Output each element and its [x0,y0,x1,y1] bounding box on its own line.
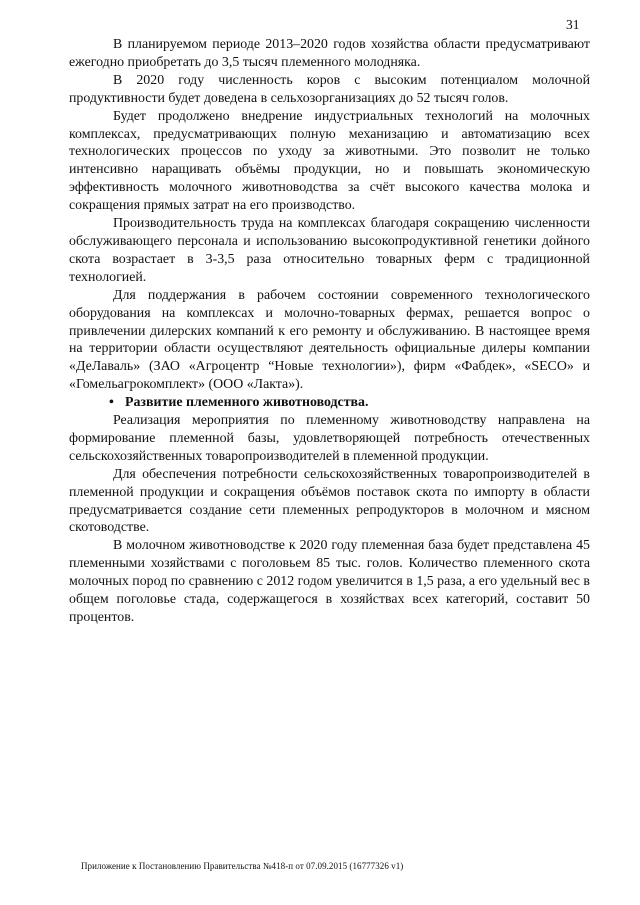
section-heading [69,394,590,412]
paragraph: В молочном животноводстве к 2020 году племенная база будет представлена 45 племенными хозяйствами с поголовьем 85 тыс. голов. Количество племенного скота молочных пород по сравнению с 2012 годом увеличится в 1,5 раза, а его удельный вес в общем поголовье стада, содержащегося в хозяйствах всех категорий, составит 50 процентов. [69,538,590,625]
paragraph: В планируемом периоде 2013–2020 годов хозяйства области предусматривают ежегодно приобретать до 3,5 тысяч племенного молодняка. [69,37,590,70]
paragraph: Будет продолжено внедрение индустриальных технологий на молочных комплексах, предусматривающих полную механизацию и автоматизацию всех технологических процессов по уходу за животными. Это позволит не только интенсивно наращивать объёмы продукции, но и повышать экономическую эффективность молочного животноводства за счёт высокого качества молока и сокращения прямых затрат на его производство. [69,108,590,214]
page-footer: Приложение к Постановлению Правительства №418-п от 07.09.2015 (16777326 v1) [81,861,404,871]
paragraph: Производительность труда на комплексах благодаря сокращению численности обслуживающего персонала и использованию высокопродуктивной генетики дойного скота возрастает в 3-3,5 раза относительно товарных ферм с традиционной технологией. [69,216,590,285]
paragraph: Для поддержания в рабочем состоянии современного технологического оборудования на комплексах и молочно-товарных фермах, решается вопрос о привлечении дилерских компаний к его ремонту и обслуживанию. В настоящее время на территории области осуществляют деятельность официальные дилеры компании «ДеЛаваль» (ЗАО «Агроцентр “Новые технологии»), фирм «Фабдек», «SECO» и «Гомельагрокомплект» (ООО «Лакта»). [69,287,590,393]
paragraph: Реализация мероприятия по племенному животноводству направлена на формирование племенной базы, удовлетворяющей потребность отечественных сельскохозяйственных товаропроизводителей в племенной продукции. [69,413,590,464]
page-number: 31 [566,17,580,32]
document-body [69,36,590,627]
paragraph: В 2020 году численность коров с высоким потенциалом молочной продуктивности будет доведена в сельхозорганизациях до 52 тысяч голов. [69,72,590,106]
paragraph: Для обеспечения потребности сельскохозяйственных товаропроизводителей в племенной продукции и сокращения объёмов поставок скота по импорту в области предусматривается создание сети племенных репродукторов в молочном и мясном скотоводстве. [69,466,590,536]
bullet-icon: • [109,395,114,411]
section-heading-text: Развитие племенного животноводства. [125,395,369,411]
